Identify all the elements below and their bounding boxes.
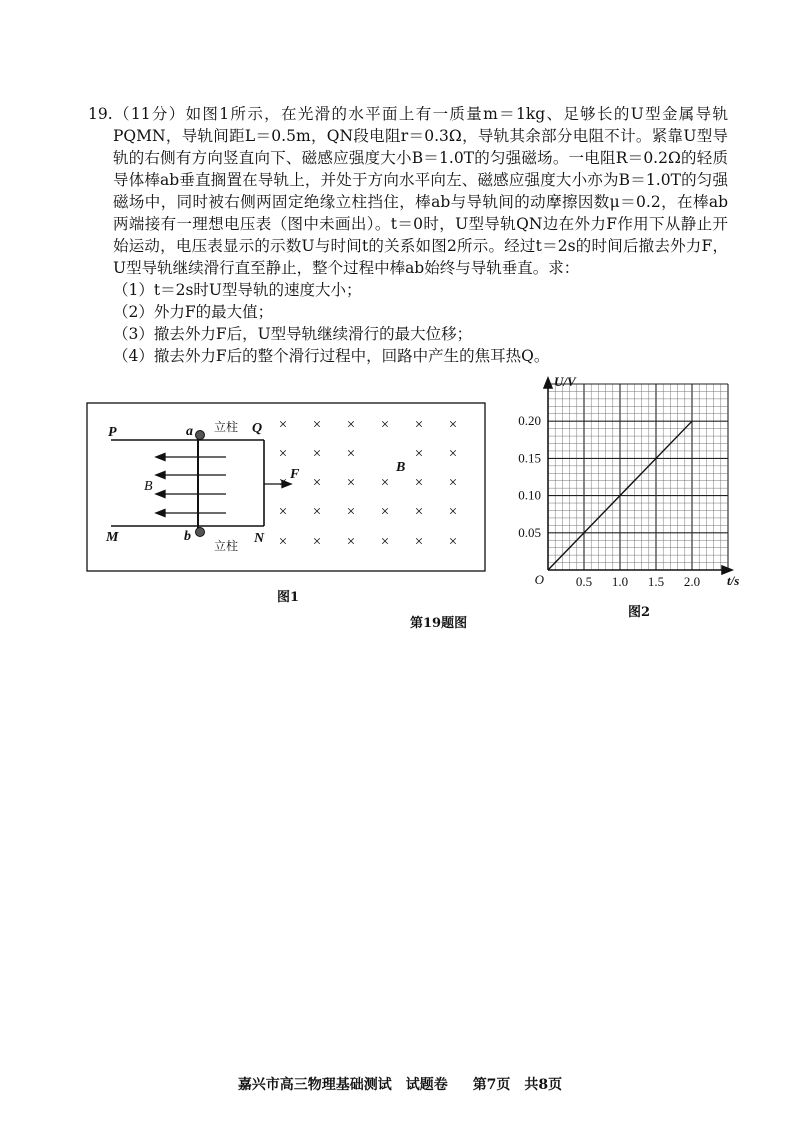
field-mark: × [414,475,424,491]
origin-label: O [534,572,544,587]
field-mark: × [380,504,390,520]
field-mark: × [312,417,322,433]
figure-2 [508,372,748,597]
field-mark: × [278,504,288,520]
figure-1-caption: 图1 [277,590,300,605]
field-mark: × [346,504,356,520]
field-mark: × [346,475,356,491]
field-mark: × [448,534,458,550]
field-mark: × [312,504,322,520]
stem-line-4: 体棒ab垂直搁置在导轨上，并处于方向水平向左、磁感应强度大小亦为B＝1.0T的匀 [128,171,713,189]
footer-title: 嘉兴市高三物理基础测试 试题卷 [237,1077,448,1093]
post-top [196,431,205,440]
field-mark: × [380,417,390,433]
question-4: （4）撤去外力F后的整个滑行过程中，回路中产生的焦耳热Q。 [113,347,550,365]
field-mark: × [278,446,288,462]
left-field-arrows [156,454,226,517]
right-field-marks [279,417,457,550]
field-mark: × [414,534,424,550]
field-mark: × [346,417,356,433]
label-N: N [254,531,265,546]
figure-2-caption: 图2 [628,605,651,620]
post-bottom [196,528,205,537]
y-tick-label: 0.10 [518,487,541,503]
label-B-right: B [396,460,406,475]
question-1: （1）t＝2s时U型导轨的速度大小； [113,281,362,299]
field-mark: × [448,475,458,491]
footer-page: 第7页 共8页 [472,1077,563,1093]
y-tick-label: 0.15 [518,450,541,466]
label-F: F [290,467,300,482]
stem-line-5: 强磁场中，同时被右侧两固定绝缘立柱挡住，棒ab与导轨间的动摩擦因数μ＝0.2，在 [113,171,728,211]
label-Q: Q [252,421,263,436]
field-mark: × [346,446,356,462]
label-post-top: 立柱 [214,420,239,434]
field-mark: × [448,504,458,520]
x-tick-label: 2.0 [683,574,701,589]
question-3: （3）撤去外力F后，U型导轨继续滑行的最大位移； [113,325,473,343]
question-2: （2）外力F的最大值； [113,303,274,321]
x-tick-label: 1.0 [611,574,629,589]
stem-line-2: 导轨间距L＝0.5m，QN段电阻r＝0.3Ω，导轨其余部分电阻不计。紧靠U型导轨的右 [113,127,728,167]
field-mark: × [346,534,356,550]
y-axis-label: U/V [554,374,576,389]
field-mark: × [448,446,458,462]
field-mark: × [448,417,458,433]
field-mark: × [278,475,288,491]
field-mark: × [278,534,288,550]
figure-1 [86,402,486,574]
stem-line-7: 从静止开始运动，电压表显示的示数U与时间t的关系如图2所示。经过t＝2s的时间后 [113,215,728,255]
stem-line-1: 19.（11分）如图1所示，在光滑的水平面上有一质量m＝1kg、足够长的U型金属导轨PQMN， [88,105,728,145]
y-tick-label: 0.05 [518,524,541,540]
stem-line-3: 侧有方向竖直向下、磁感应强度大小B＝1.0T的匀强磁场。一电阻R＝0.2Ω的轻质导 [113,149,728,189]
y-tick-label: 0.20 [518,413,541,429]
problem-19 [88,103,728,367]
field-mark: × [380,534,390,550]
x-tick-label: 1.5 [647,574,665,589]
problem-stem [88,103,728,279]
page-footer [0,1074,800,1094]
field-mark: × [414,417,424,433]
x-axis-label: t/s [727,573,740,588]
stem-line-8: 撤去外力F，U型导轨继续滑行直至静止，整个过程中棒ab始终与导轨垂直。求： [113,237,728,277]
label-B-left: B [144,479,153,494]
label-P: P [108,425,117,440]
field-mark: × [312,446,322,462]
x-tick-label: 0.5 [575,574,593,589]
field-mark: × [312,475,322,491]
field-mark: × [278,417,288,433]
label-a: a [186,424,193,439]
stem-line-6: 棒ab两端接有一理想电压表（图中未画出）。t＝0时，U型导轨QN边在外力F作用下 [113,193,729,233]
label-b: b [184,529,191,544]
label-post-bottom: 立柱 [214,539,239,553]
field-mark: × [414,504,424,520]
group-caption: 第19题图 [410,616,468,631]
field-mark: × [414,446,424,462]
field-mark: × [312,534,322,550]
label-M: M [106,530,119,545]
field-mark: × [380,475,390,491]
